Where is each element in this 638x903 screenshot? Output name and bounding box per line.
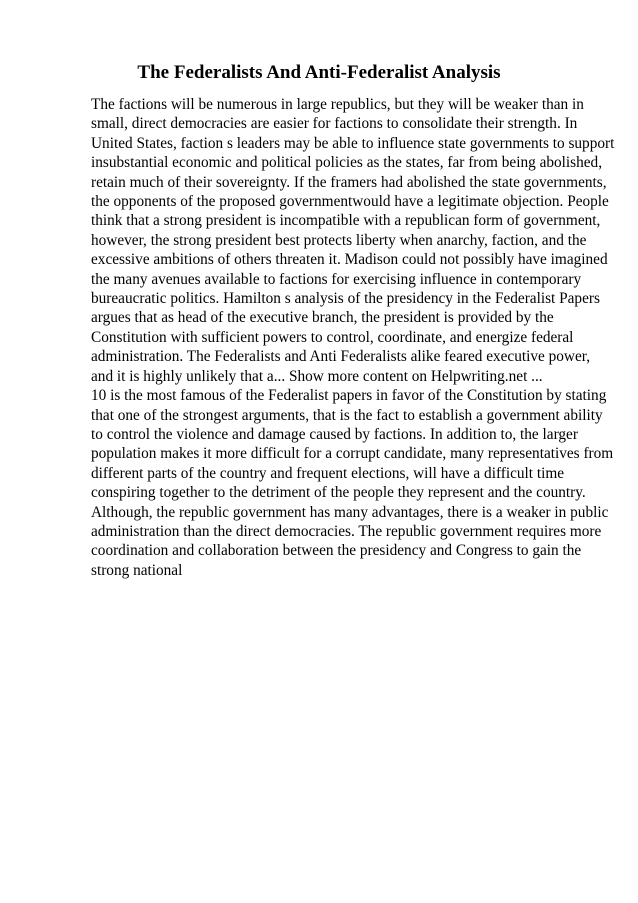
body-line: argues that as head of the executive branch, the president is provided by the bbox=[91, 309, 554, 327]
body-line: and it is highly unlikely that a... Show more content on Helpwriting.net ... bbox=[91, 367, 543, 385]
document-title: The Federalists And Anti-Federalist Analysis bbox=[137, 62, 501, 83]
document-body bbox=[91, 95, 615, 580]
body-line: 10 is the most famous of the Federalist papers in favor of the Constitution by stating bbox=[91, 387, 607, 405]
body-line: coordination and collaboration between the presidency and Congress to gain the bbox=[91, 542, 582, 560]
body-line: United States, faction s leaders may be able to influence state governments to support bbox=[91, 134, 615, 152]
body-line: excessive ambitions of others threaten it. Madison could not possibly have imagined bbox=[91, 251, 608, 269]
body-line: retain much of their sovereignty. If the framers had abolished the state governments, bbox=[91, 173, 607, 191]
body-line: bureaucratic politics. Hamilton s analysis of the presidency in the Federalist Papers bbox=[91, 290, 600, 308]
body-line: however, the strong president best protects liberty when anarchy, faction, and the bbox=[91, 231, 587, 249]
body-line: administration than the direct democracies. The republic government requires more bbox=[91, 522, 602, 540]
body-line: The factions will be numerous in large republics, but they will be weaker than in bbox=[91, 96, 584, 113]
body-line: to control the violence and damage caused by factions. In addition to, the larger bbox=[91, 425, 578, 443]
body-line: strong national bbox=[91, 561, 183, 579]
body-line: that one of the strongest arguments, that is the fact to establish a government ability bbox=[91, 406, 603, 424]
body-line: insubstantial economic and political policies as the states, far from being abolished, bbox=[91, 154, 603, 172]
body-line: conspiring together to the detriment of the people they represent and the country. bbox=[91, 484, 586, 502]
body-line: the opponents of the proposed governmentwould have a legitimate objection. People bbox=[91, 193, 609, 211]
body-line: different parts of the country and frequent elections, will have a difficult time bbox=[91, 464, 565, 482]
body-line: Although, the republic government has many advantages, there is a weaker in public bbox=[91, 503, 609, 521]
body-line: administration. The Federalists and Anti Federalists alike feared executive power, bbox=[91, 348, 591, 366]
body-line: the many avenues available to factions for exercising influence in contemporary bbox=[91, 270, 582, 288]
body-line: Constitution with sufficient powers to control, coordinate, and energize federal bbox=[91, 328, 574, 346]
body-line: think that a strong president is incompatible with a republican form of government, bbox=[91, 212, 601, 230]
body-line: population makes it more difficult for a corrupt candidate, many representatives from bbox=[91, 445, 614, 463]
body-line: small, direct democracies are easier for factions to consolidate their strength. In bbox=[91, 115, 578, 133]
